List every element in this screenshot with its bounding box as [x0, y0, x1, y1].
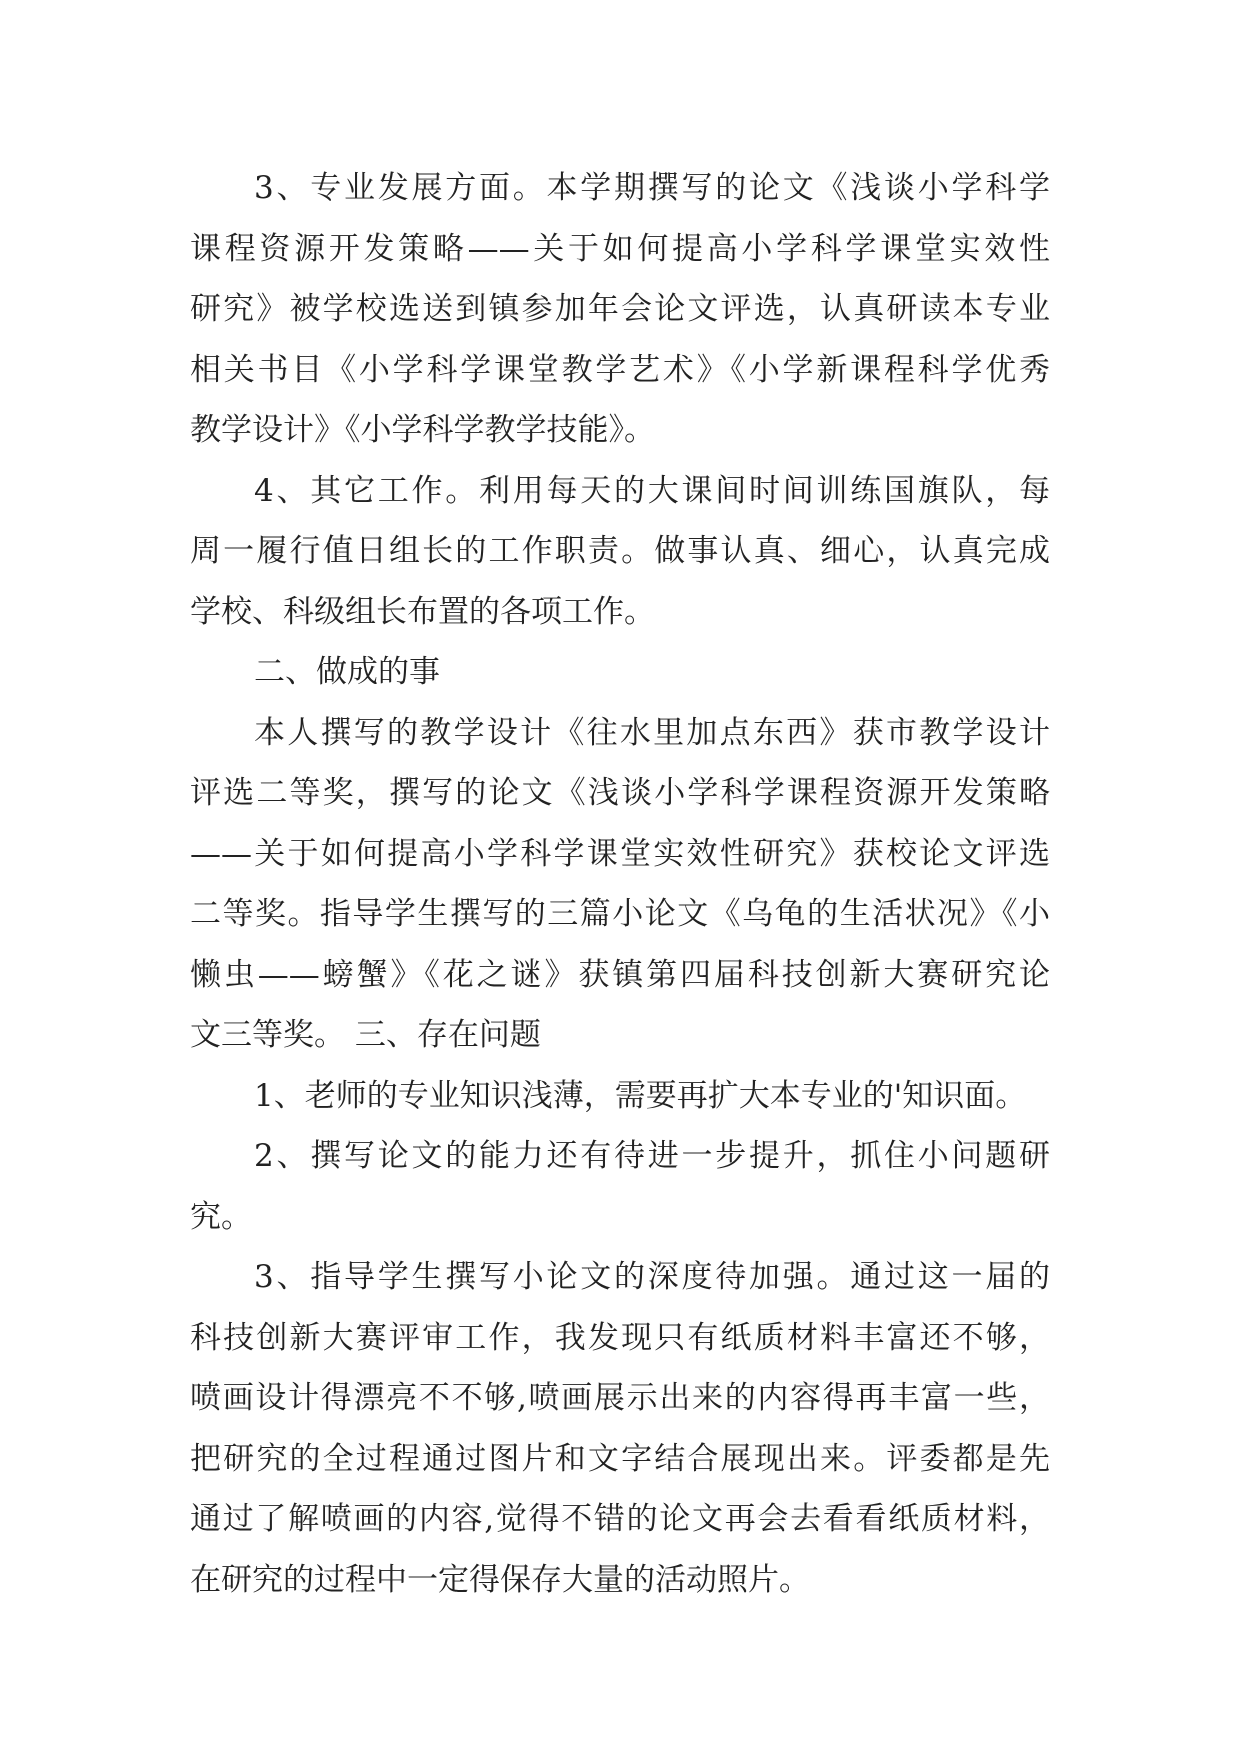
text-line: 二、做成的事 — [254, 654, 440, 690]
text-line: 通过了解喷画的内容,觉得不错的论文再会去看看纸质材料， — [190, 1501, 1050, 1537]
text-line: 相关书目《小学科学课堂教学艺术》《小学新课程科学优秀 — [190, 351, 1050, 388]
text-line: 3、指导学生撰写小论文的深度待加强。通过这一届的 — [254, 1259, 1050, 1295]
document-body — [190, 158, 1050, 1610]
text-line: 究。 — [190, 1198, 252, 1235]
text-line: 评选二等奖，撰写的论文《浅谈小学科学课程资源开发策略 — [190, 775, 1050, 811]
text-line: 文三等奖。 三、存在问题 — [190, 1017, 541, 1053]
text-line: 课程资源开发策略——关于如何提高小学科学课堂实效性 — [190, 230, 1050, 267]
text-line: 科技创新大赛评审工作，我发现只有纸质材料丰富还不够， — [190, 1319, 1050, 1356]
text-line: 研究》被学校选送到镇参加年会论文评选，认真研读本专业 — [190, 291, 1050, 327]
text-line: 二等奖。指导学生撰写的三篇小论文《乌龟的生活状况》《小 — [190, 896, 1050, 932]
text-line: 4、其它工作。利用每天的大课间时间训练国旗队，每 — [254, 472, 1050, 509]
text-line: 1、老师的专业知识浅薄，需要再扩大本专业的'知识面。 — [254, 1077, 1027, 1114]
text-line: ——关于如何提高小学科学课堂实效性研究》获校论文评选 — [190, 835, 1050, 872]
text-line: 3、专业发展方面。本学期撰写的论文《浅谈小学科学 — [254, 170, 1050, 206]
text-line: 2、撰写论文的能力还有待进一步提升，抓住小问题研 — [254, 1138, 1050, 1174]
text-line: 喷画设计得漂亮不不够,喷画展示出来的内容得再丰富一些， — [190, 1380, 1050, 1416]
text-line: 学校、科级组长布置的各项工作。 — [190, 593, 655, 630]
text-line: 教学设计》《小学科学教学技能》。 — [190, 412, 655, 448]
text-line: 本人撰写的教学设计《往水里加点东西》获市教学设计 — [254, 714, 1050, 751]
text-line: 在研究的过程中一定得保存大量的活动照片。 — [190, 1561, 810, 1598]
text-line: 把研究的全过程通过图片和文字结合展现出来。评委都是先 — [190, 1440, 1050, 1477]
text-line: 懒虫——螃蟹》《花之谜》获镇第四届科技创新大赛研究论 — [190, 956, 1050, 993]
text-line: 周一履行值日组长的工作职责。做事认真、细心，认真完成 — [190, 533, 1050, 569]
